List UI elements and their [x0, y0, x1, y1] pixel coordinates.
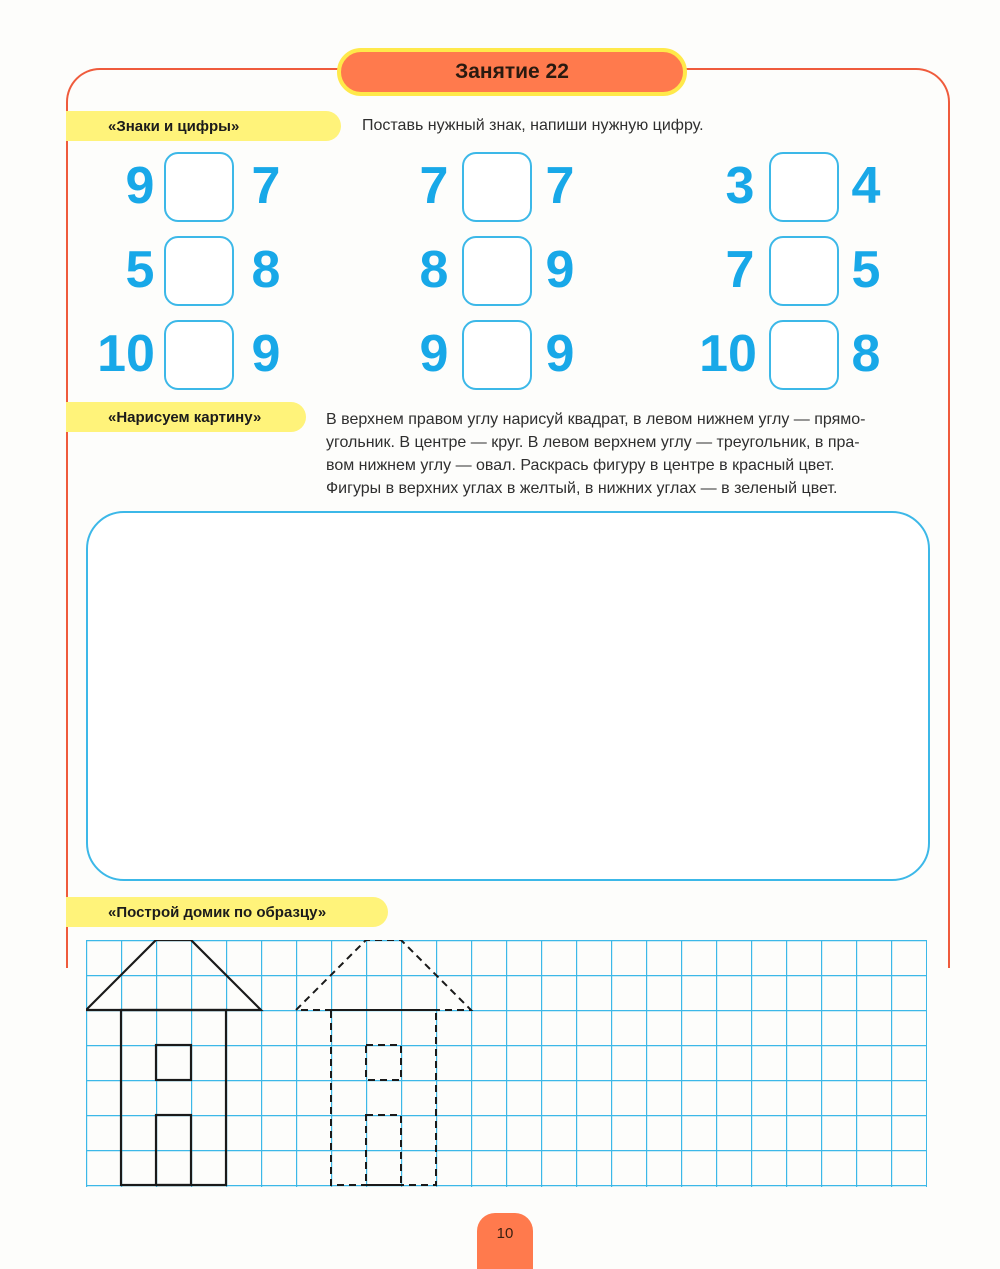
page-number: 10	[477, 1213, 533, 1269]
dashed-house	[296, 940, 471, 1185]
instruction-signs-digits: Поставь нужный знак, напиши нужную цифру.	[362, 117, 704, 134]
answer-box[interactable]	[769, 152, 839, 222]
left-number: 10	[97, 325, 155, 383]
left-number: 9	[125, 157, 155, 215]
answer-box[interactable]	[164, 320, 234, 390]
left-number: 10	[699, 325, 757, 383]
section-label-signs-digits: «Знаки и цифры»	[66, 111, 341, 141]
left-number: 3	[725, 157, 755, 215]
right-number: 9	[545, 241, 575, 299]
drawing-area[interactable]	[86, 511, 930, 881]
left-number: 8	[419, 241, 449, 299]
answer-box[interactable]	[462, 320, 532, 390]
answer-box[interactable]	[164, 236, 234, 306]
left-number: 7	[419, 157, 449, 215]
right-number: 7	[251, 157, 281, 215]
instruction-line: угольник. В центре — круг. В левом верхнем углу — треугольник, в пра-	[326, 434, 860, 451]
answer-box[interactable]	[462, 236, 532, 306]
grid-lines	[86, 940, 927, 1187]
right-number: 5	[851, 241, 881, 299]
right-number: 9	[545, 325, 575, 383]
sample-window	[156, 1045, 191, 1080]
answer-box[interactable]	[769, 320, 839, 390]
left-number: 9	[419, 325, 449, 383]
right-number: 8	[251, 241, 281, 299]
sample-walls	[121, 1010, 226, 1185]
answer-box[interactable]	[164, 152, 234, 222]
instruction-line: Фигуры в верхних углах в желтый, в нижних углах — в зеленый цвет.	[326, 480, 838, 497]
house-grid[interactable]	[86, 940, 927, 1187]
answer-box[interactable]	[769, 236, 839, 306]
left-number: 7	[725, 241, 755, 299]
right-number: 4	[851, 157, 881, 215]
left-number: 5	[125, 241, 155, 299]
answer-box[interactable]	[462, 152, 532, 222]
instruction-line: вом нижнем углу — овал. Раскрась фигуру в центре в красный цвет.	[326, 457, 835, 474]
instruction-line: В верхнем правом углу нарисуй квадрат, в левом нижнем углу — прямо-	[326, 411, 866, 428]
dashed-walls	[331, 1010, 436, 1185]
section-label-draw-picture: «Нарисуем картину»	[66, 402, 306, 432]
lesson-title: Занятие 22	[337, 48, 687, 96]
right-number: 8	[851, 325, 881, 383]
dashed-window	[366, 1045, 401, 1080]
section-label-build-house: «Построй домик по образцу»	[66, 897, 388, 927]
instruction-draw-picture	[326, 408, 936, 500]
right-number: 9	[251, 325, 281, 383]
right-number: 7	[545, 157, 575, 215]
sample-house	[86, 940, 261, 1185]
